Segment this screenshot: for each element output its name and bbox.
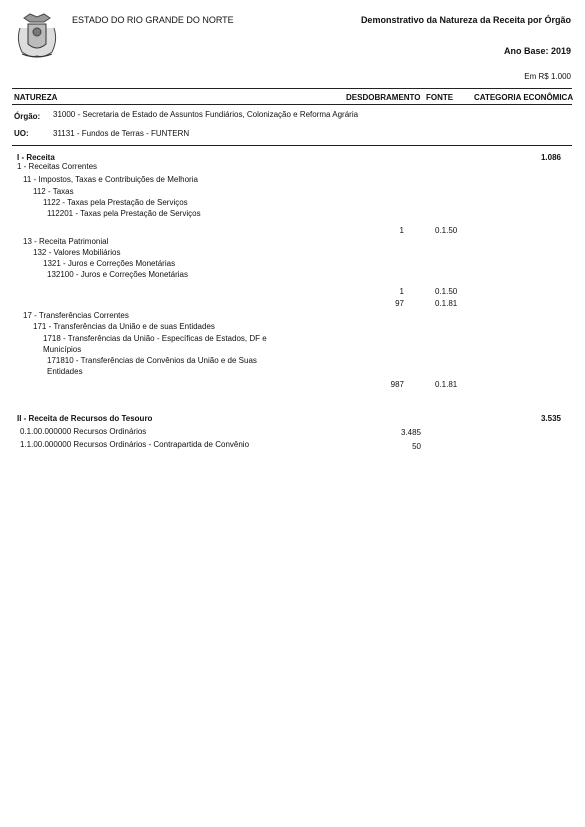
desdobramento-value: 1: [399, 226, 404, 235]
section-rule: [12, 145, 572, 146]
list-item: 1 - Receitas Correntes: [17, 162, 98, 171]
uo-value: 31131 - Fundos de Terras - FUNTERN: [53, 129, 190, 138]
list-item: 1321 - Juros e Correções Monetárias: [43, 259, 176, 268]
list-item: 1.1.00.000000 Recursos Ordinários - Contrapartida de Convênio: [20, 440, 250, 449]
list-item: 0.1.00.000000 Recursos Ordinários: [20, 427, 147, 436]
list-item: 1718 - Transferências da União - Específicas de Estados, DF e: [43, 334, 267, 343]
recurso-value: 3.485: [400, 428, 421, 437]
list-item: 171 - Transferências da União e de suas Entidades: [33, 322, 215, 331]
recurso-value: 50: [412, 442, 421, 451]
header-rule-bottom: [12, 104, 572, 105]
list-item: 171810 - Transferências de Convênios da União e de Suas: [47, 356, 257, 365]
fonte-value: 0.1.50: [435, 287, 458, 296]
list-item: Entidades: [47, 367, 83, 376]
col-natureza: NATUREZA: [14, 93, 58, 102]
section2-title: II - Receita de Recursos do Tesouro: [17, 414, 153, 423]
col-categoria: CATEGORIA ECONÔMICA: [474, 93, 574, 102]
list-item: 13 - Receita Patrimonial: [23, 237, 109, 246]
currency-unit: Em R$ 1.000: [524, 72, 571, 81]
section2-total: 3.535: [540, 414, 561, 423]
header-rule-top: [12, 88, 572, 89]
list-item: 1122 - Taxas pela Prestação de Serviços: [43, 198, 188, 207]
fonte-value: 0.1.81: [435, 380, 458, 389]
report-title: Demonstrativo da Natureza da Receita por Órgão: [360, 15, 571, 25]
section1-total: 1.086: [540, 153, 561, 162]
col-fonte: FONTE: [426, 93, 454, 102]
list-item: 17 - Transferências Correntes: [23, 311, 129, 320]
orgao-label: Órgão:: [14, 112, 41, 121]
coat-of-arms-logo: [14, 10, 60, 60]
list-item: 112 - Taxas: [33, 187, 74, 196]
list-item: 11 - Impostos, Taxas e Contribuições de Melhoria: [23, 175, 198, 184]
desdobramento-value: 987: [390, 380, 404, 389]
desdobramento-value: 97: [395, 299, 404, 308]
list-item: 132100 - Juros e Correções Monetárias: [47, 270, 188, 279]
list-item: Municípios: [43, 345, 82, 354]
list-item: 132 - Valores Mobiliários: [33, 248, 121, 257]
base-year: Ano Base: 2019: [503, 46, 571, 56]
orgao-value: 31000 - Secretaria de Estado de Assuntos Fundiários, Colonização e Reforma Agrária: [53, 110, 359, 119]
fonte-value: 0.1.50: [435, 226, 458, 235]
col-desdobramento: DESDOBRAMENTO: [346, 93, 421, 102]
state-name: ESTADO DO RIO GRANDE DO NORTE: [72, 15, 234, 25]
list-item: 112201 - Taxas pela Prestação de Serviços: [47, 209, 201, 218]
desdobramento-value: 1: [399, 287, 404, 296]
section1-title: I - Receita: [17, 153, 55, 162]
uo-label: UO:: [14, 129, 29, 138]
fonte-value: 0.1.81: [435, 299, 458, 308]
